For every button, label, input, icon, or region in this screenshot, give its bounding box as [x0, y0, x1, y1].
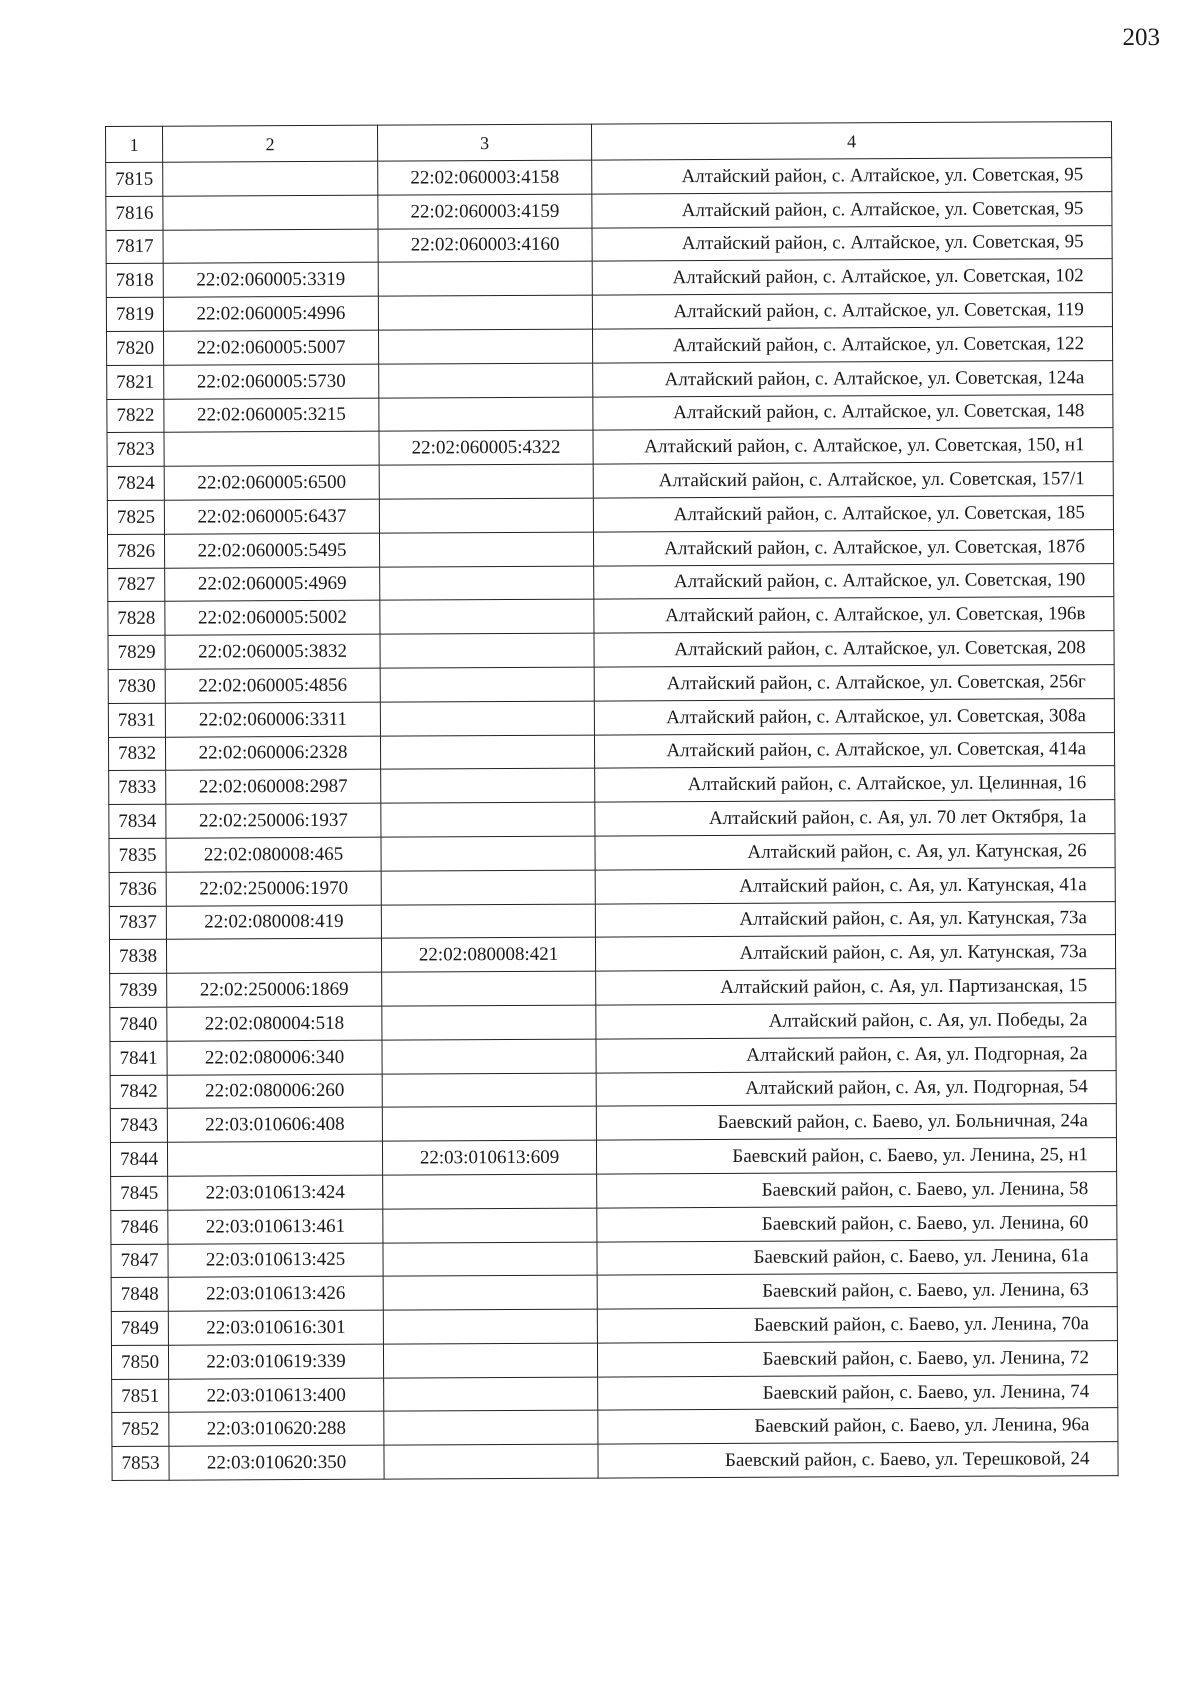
- cadastral-number-cell: [163, 161, 378, 196]
- row-number-cell: 7833: [109, 771, 166, 805]
- address-cell: Алтайский район, с. Ая, ул. 70 лет Октября, 1а: [595, 800, 1115, 836]
- table-row: [110, 1138, 1116, 1177]
- address-cell: Алтайский район, с. Алтайское, ул. Советская, 119: [592, 293, 1112, 329]
- cadastral-number-alt-cell: [379, 329, 593, 364]
- table-body: [106, 122, 1119, 1481]
- cadastral-number-cell: 22:02:250006:1937: [166, 803, 381, 838]
- address-cell: Алтайский район, с. Ая, ул. Подгорная, 2а: [596, 1036, 1116, 1072]
- table-row: [107, 327, 1113, 366]
- cadastral-number-alt-cell: [380, 701, 594, 736]
- cadastral-number-cell: 22:02:060005:4856: [165, 668, 380, 703]
- cadastral-number-cell: 22:03:010613:425: [168, 1243, 383, 1278]
- cadastral-number-alt-cell: [379, 464, 593, 499]
- cadastral-number-alt-cell: [384, 1444, 598, 1479]
- row-number-cell: 7818: [106, 264, 163, 298]
- row-number-cell: 7830: [108, 669, 165, 703]
- row-number-cell: 7826: [107, 534, 164, 568]
- cadastral-number-alt-cell: [379, 363, 593, 398]
- table-row: [108, 665, 1114, 704]
- address-cell: Алтайский район, с. Алтайское, ул. Целинная, 16: [595, 766, 1115, 802]
- cadastral-number-cell: 22:02:060005:4969: [165, 567, 380, 602]
- address-cell: Алтайский район, с. Алтайское, ул. Советская, 157/1: [593, 462, 1113, 498]
- cadastral-number-alt-cell: [383, 1242, 597, 1277]
- cadastral-number-cell: 22:02:250006:1970: [166, 871, 381, 906]
- cadastral-number-alt-cell: [382, 971, 596, 1006]
- cadastral-number-cell: [167, 1141, 382, 1176]
- address-cell: Алтайский район, с. Алтайское, ул. Советская, 150, н1: [593, 428, 1113, 464]
- cadastral-number-alt-cell: [379, 397, 593, 432]
- cadastral-number-alt-cell: [378, 262, 592, 297]
- cadastral-number-alt-cell: [381, 870, 595, 905]
- cadastral-number-alt-cell: [382, 1106, 596, 1141]
- cadastral-number-cell: 22:02:060005:3319: [163, 263, 378, 298]
- row-number-cell: 7850: [111, 1345, 168, 1379]
- cadastral-number-alt-cell: [380, 735, 594, 770]
- cadastral-number-alt-cell: [382, 1039, 596, 1074]
- address-cell: Алтайский район, с. Ая, ул. Победы, 2а: [596, 1002, 1116, 1038]
- row-number-cell: 7835: [109, 838, 166, 872]
- table-row: [110, 969, 1116, 1008]
- table-row: [112, 1408, 1118, 1447]
- row-number-cell: 7819: [106, 297, 163, 331]
- row-number-cell: 7843: [110, 1109, 167, 1143]
- cadastral-number-cell: 22:02:060005:5002: [165, 601, 380, 636]
- cadastral-number-cell: 22:02:060005:3215: [164, 398, 379, 433]
- cadastral-number-alt-cell: [380, 599, 594, 634]
- table-row: [107, 360, 1113, 399]
- row-number-cell: 7853: [112, 1446, 169, 1480]
- header-col-1: 1: [106, 126, 163, 162]
- header-col-3: 3: [377, 124, 591, 161]
- cadastral-number-alt-cell: [383, 1275, 597, 1310]
- cadastral-number-cell: 22:02:080008:465: [166, 837, 381, 872]
- cadastral-number-cell: 22:02:060005:5730: [164, 364, 379, 399]
- cadastral-number-cell: 22:02:060005:6437: [164, 499, 379, 534]
- header-col-4: 4: [591, 122, 1111, 161]
- table-row: [107, 394, 1113, 433]
- row-number-cell: 7847: [111, 1244, 168, 1278]
- row-number-cell: 7828: [108, 602, 165, 636]
- cadastral-number-cell: 22:02:080008:419: [166, 905, 381, 940]
- cadastral-number-cell: 22:02:060005:4996: [163, 296, 378, 331]
- row-number-cell: 7851: [112, 1379, 169, 1413]
- table-row: [109, 935, 1115, 974]
- row-number-cell: 7841: [110, 1041, 167, 1075]
- row-number-cell: 7836: [109, 872, 166, 906]
- table-row: [106, 259, 1112, 298]
- cadastral-number-alt-cell: [381, 836, 595, 871]
- cadastral-number-cell: 22:02:060008:2987: [166, 770, 381, 805]
- cadastral-number-alt-cell: [381, 768, 595, 803]
- cadastral-number-cell: [164, 432, 379, 467]
- address-cell: Алтайский район, с. Алтайское, ул. Советская, 208: [594, 631, 1114, 667]
- cadastral-number-alt-cell: [383, 1343, 597, 1378]
- address-cell: Алтайский район, с. Ая, ул. Подгорная, 54: [596, 1070, 1116, 1106]
- table-row: [111, 1273, 1117, 1312]
- row-number-cell: 7838: [109, 940, 166, 974]
- table-row: [107, 462, 1113, 501]
- cadastral-number-alt-cell: [381, 904, 595, 939]
- address-cell: Алтайский район, с. Алтайское, ул. Советская, 95: [592, 225, 1112, 261]
- cadastral-number-cell: [163, 195, 378, 230]
- address-cell: Алтайский район, с. Алтайское, ул. Советская, 187б: [593, 529, 1113, 565]
- cadastral-number-cell: 22:03:010616:301: [168, 1310, 383, 1345]
- table-row: [106, 225, 1112, 264]
- cadastral-number-cell: 22:02:060005:3832: [165, 634, 380, 669]
- row-number-cell: 7822: [107, 399, 164, 433]
- cadastral-number-cell: 22:03:010620:288: [169, 1412, 384, 1447]
- table-row: [109, 901, 1115, 940]
- cadastral-number-alt-cell: [383, 1309, 597, 1344]
- cadastral-number-cell: 22:02:080006:340: [167, 1040, 382, 1075]
- registry-table: [105, 121, 1119, 1481]
- table-row: [110, 1002, 1116, 1041]
- cadastral-number-alt-cell: [383, 1174, 597, 1209]
- table-row: [106, 191, 1112, 230]
- cadastral-number-cell: 22:02:250006:1869: [167, 972, 382, 1007]
- cadastral-number-cell: 22:03:010613:426: [168, 1276, 383, 1311]
- row-number-cell: 7824: [107, 466, 164, 500]
- cadastral-number-alt-cell: 22:02:080008:421: [381, 937, 595, 972]
- cadastral-number-cell: [163, 229, 378, 264]
- cadastral-number-alt-cell: 22:02:060003:4158: [378, 160, 592, 195]
- row-number-cell: 7840: [110, 1007, 167, 1041]
- table-row: [111, 1340, 1117, 1379]
- cadastral-number-alt-cell: [383, 1208, 597, 1243]
- table-row: [107, 529, 1113, 568]
- row-number-cell: 7827: [108, 568, 165, 602]
- row-number-cell: 7845: [111, 1176, 168, 1210]
- table-row: [109, 867, 1115, 906]
- address-cell: Алтайский район, с. Ая, ул. Катунская, 73а: [595, 935, 1115, 971]
- address-cell: Алтайский район, с. Алтайское, ул. Советская, 148: [593, 394, 1113, 430]
- cadastral-number-alt-cell: [382, 1005, 596, 1040]
- row-number-cell: 7823: [107, 433, 164, 467]
- row-number-cell: 7820: [107, 331, 164, 365]
- row-number-cell: 7852: [112, 1413, 169, 1447]
- cadastral-number-alt-cell: [378, 295, 592, 330]
- address-cell: Баевский район, с. Баево, ул. Терешковой, 24: [598, 1442, 1118, 1478]
- cadastral-number-cell: 22:02:060005:5495: [164, 533, 379, 568]
- cadastral-number-alt-cell: [379, 498, 593, 533]
- row-number-cell: 7849: [111, 1311, 168, 1345]
- table-row: [108, 732, 1114, 771]
- row-number-cell: 7846: [111, 1210, 168, 1244]
- address-cell: Баевский район, с. Баево, ул. Ленина, 70а: [597, 1307, 1117, 1343]
- cadastral-number-alt-cell: [384, 1411, 598, 1446]
- cadastral-number-cell: 22:03:010606:408: [167, 1107, 382, 1142]
- address-cell: Алтайский район, с. Алтайское, ул. Советская, 414а: [594, 732, 1114, 768]
- cadastral-number-alt-cell: 22:02:060003:4160: [378, 228, 592, 263]
- cadastral-number-cell: 22:03:010613:461: [168, 1209, 383, 1244]
- table-row: [109, 834, 1115, 873]
- row-number-cell: 7815: [106, 162, 163, 196]
- table-row: [108, 698, 1114, 737]
- cadastral-number-cell: 22:02:060006:2328: [165, 736, 380, 771]
- address-cell: Алтайский район, с. Алтайское, ул. Советская, 185: [593, 496, 1113, 532]
- address-cell: Баевский район, с. Баево, ул. Ленина, 63: [597, 1273, 1117, 1309]
- header-col-2: 2: [163, 125, 378, 162]
- cadastral-number-alt-cell: 22:03:010613:609: [382, 1140, 596, 1175]
- row-number-cell: 7821: [107, 365, 164, 399]
- cadastral-number-alt-cell: 22:02:060005:4322: [379, 430, 593, 465]
- table-row: [106, 158, 1112, 197]
- table-row: [111, 1205, 1117, 1244]
- cadastral-number-cell: 22:02:080006:260: [167, 1074, 382, 1109]
- address-cell: Баевский район, с. Баево, ул. Больничная, 24а: [596, 1104, 1116, 1140]
- address-cell: Алтайский район, с. Алтайское, ул. Советская, 256г: [594, 665, 1114, 701]
- row-number-cell: 7848: [111, 1278, 168, 1312]
- address-cell: Алтайский район, с. Алтайское, ул. Советская, 124а: [593, 360, 1113, 396]
- cadastral-number-cell: 22:02:080004:518: [167, 1006, 382, 1041]
- table-row: [112, 1374, 1118, 1413]
- cadastral-number-alt-cell: [382, 1073, 596, 1108]
- address-cell: Алтайский район, с. Алтайское, ул. Советская, 190: [594, 563, 1114, 599]
- row-number-cell: 7839: [110, 973, 167, 1007]
- table-row: [106, 293, 1112, 332]
- cadastral-number-alt-cell: [384, 1377, 598, 1412]
- table-row: [108, 631, 1114, 670]
- cadastral-number-alt-cell: 22:02:060003:4159: [378, 194, 592, 229]
- cadastral-number-alt-cell: [379, 532, 593, 567]
- address-cell: Баевский район, с. Баево, ул. Ленина, 72: [597, 1340, 1117, 1376]
- row-number-cell: 7842: [110, 1075, 167, 1109]
- address-cell: Алтайский район, с. Ая, ул. Партизанская, 15: [596, 969, 1116, 1005]
- row-number-cell: 7834: [109, 804, 166, 838]
- row-number-cell: 7844: [110, 1142, 167, 1176]
- table-row: [111, 1171, 1117, 1210]
- cadastral-number-cell: 22:02:060005:6500: [164, 465, 379, 500]
- address-cell: Алтайский район, с. Ая, ул. Катунская, 41а: [595, 867, 1115, 903]
- cadastral-number-cell: 22:03:010613:424: [168, 1175, 383, 1210]
- cadastral-number-alt-cell: [381, 802, 595, 837]
- address-cell: Алтайский район, с. Алтайское, ул. Советская, 95: [592, 191, 1112, 227]
- address-cell: Алтайский район, с. Ая, ул. Катунская, 73а: [595, 901, 1115, 937]
- cadastral-number-cell: 22:03:010620:350: [169, 1445, 384, 1480]
- cadastral-number-cell: 22:02:060006:3311: [165, 702, 380, 737]
- cadastral-number-cell: [166, 938, 381, 973]
- table-row: [108, 597, 1114, 636]
- table-header-row: [106, 122, 1112, 163]
- cadastral-number-alt-cell: [380, 566, 594, 601]
- table-row: [108, 563, 1114, 602]
- address-cell: Баевский район, с. Баево, ул. Ленина, 74: [598, 1374, 1118, 1410]
- cadastral-number-alt-cell: [380, 667, 594, 702]
- row-number-cell: 7816: [106, 196, 163, 230]
- cadastral-number-cell: 22:03:010619:339: [168, 1344, 383, 1379]
- address-cell: Баевский район, с. Баево, ул. Ленина, 96а: [598, 1408, 1118, 1444]
- row-number-cell: 7837: [109, 906, 166, 940]
- table-row: [111, 1307, 1117, 1346]
- table-row: [107, 496, 1113, 535]
- address-cell: Баевский район, с. Баево, ул. Ленина, 60: [597, 1205, 1117, 1241]
- address-cell: Алтайский район, с. Алтайское, ул. Советская, 95: [592, 158, 1112, 194]
- row-number-cell: 7817: [106, 230, 163, 264]
- cadastral-number-alt-cell: [380, 633, 594, 668]
- table-row: [112, 1442, 1118, 1481]
- table-row: [109, 766, 1115, 805]
- address-cell: Алтайский район, с. Алтайское, ул. Советская, 122: [592, 327, 1112, 363]
- address-cell: Алтайский район, с. Ая, ул. Катунская, 26: [595, 834, 1115, 870]
- row-number-cell: 7831: [108, 703, 165, 737]
- address-cell: Баевский район, с. Баево, ул. Ленина, 58: [597, 1171, 1117, 1207]
- cadastral-number-cell: 22:02:060005:5007: [164, 330, 379, 365]
- address-cell: Баевский район, с. Баево, ул. Ленина, 25, н1: [596, 1138, 1116, 1174]
- row-number-cell: 7825: [107, 500, 164, 534]
- table-row: [109, 800, 1115, 839]
- address-cell: Алтайский район, с. Алтайское, ул. Советская, 102: [592, 259, 1112, 295]
- row-number-cell: 7832: [108, 737, 165, 771]
- table-row: [110, 1036, 1116, 1075]
- address-cell: Баевский район, с. Баево, ул. Ленина, 61а: [597, 1239, 1117, 1275]
- table-row: [107, 428, 1113, 467]
- page-number: 203: [1122, 24, 1160, 51]
- address-cell: Алтайский район, с. Алтайское, ул. Советская, 196в: [594, 597, 1114, 633]
- table-row: [111, 1239, 1117, 1278]
- row-number-cell: 7829: [108, 635, 165, 669]
- cadastral-number-cell: 22:03:010613:400: [169, 1378, 384, 1413]
- address-cell: Алтайский район, с. Алтайское, ул. Советская, 308а: [594, 698, 1114, 734]
- table-row: [110, 1070, 1116, 1109]
- table-row: [110, 1104, 1116, 1143]
